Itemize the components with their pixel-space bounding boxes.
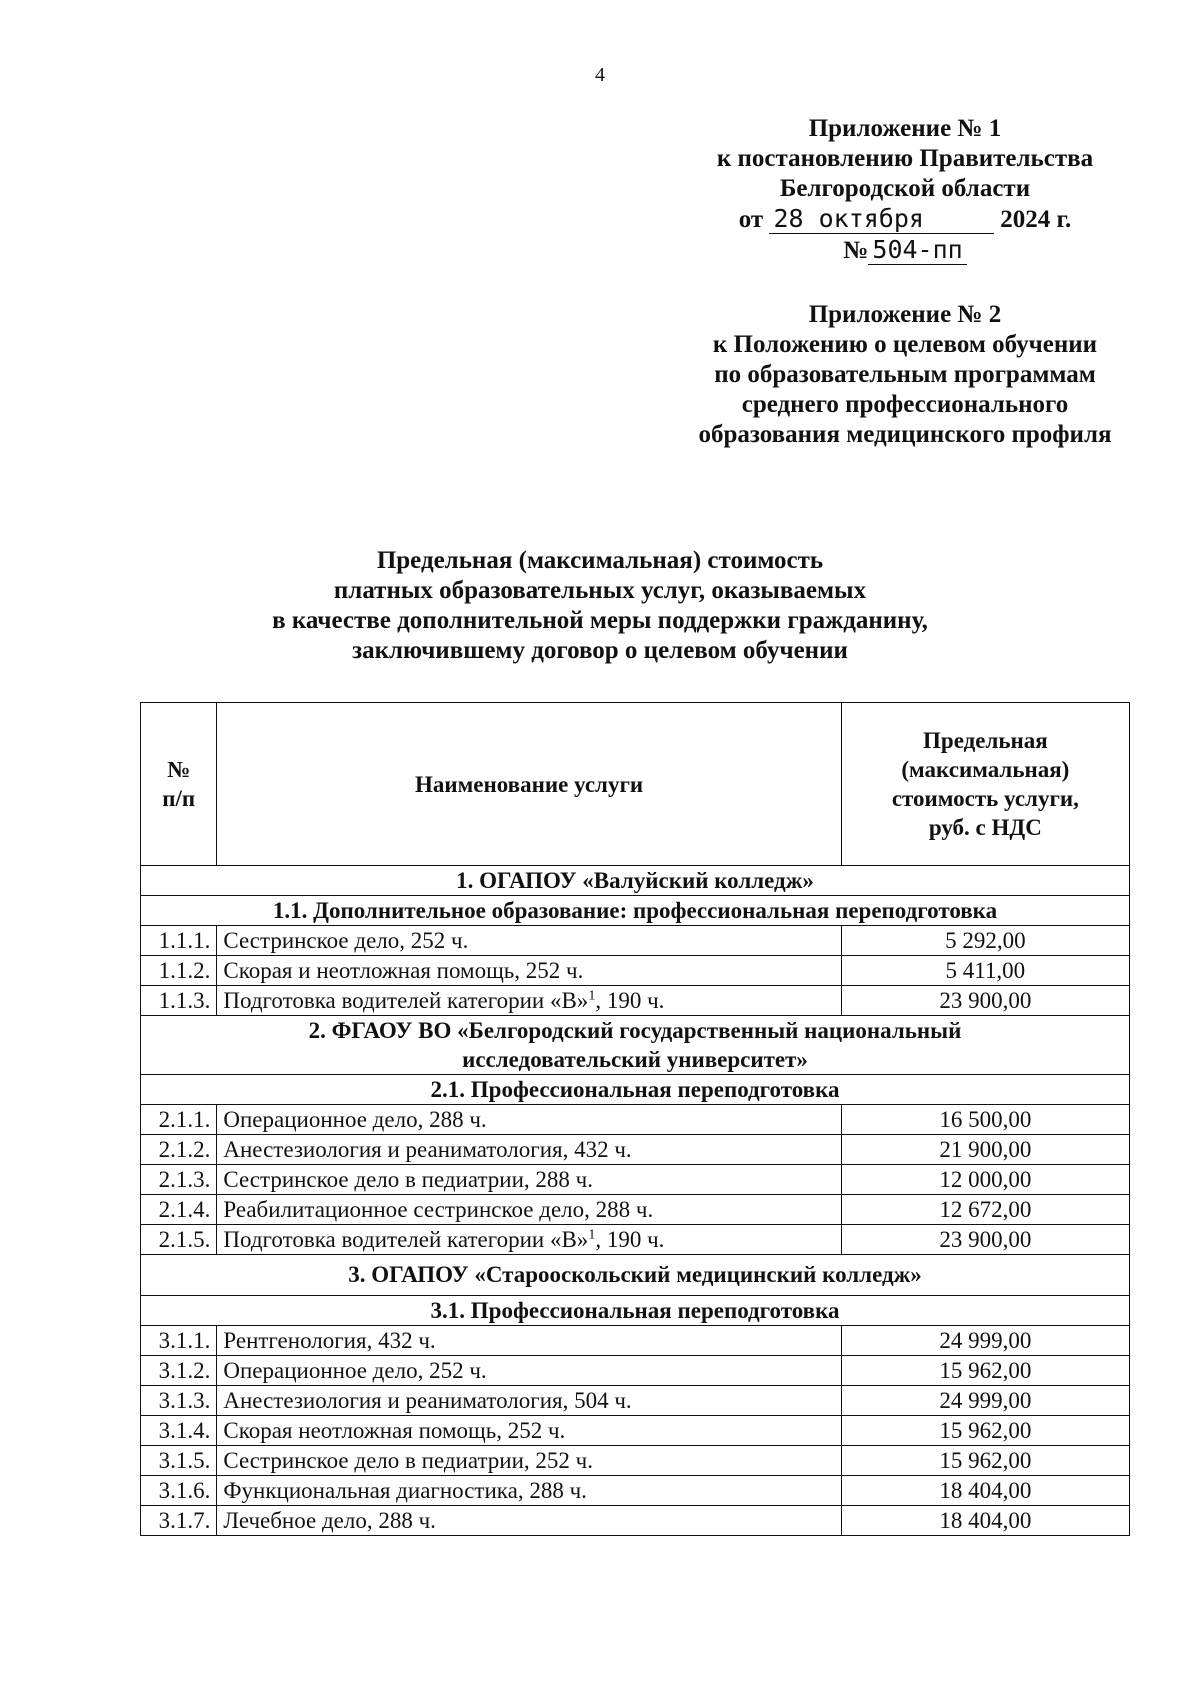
table-row xyxy=(141,1135,1130,1165)
appendix-2-line: среднего профессионального xyxy=(741,391,1069,418)
row-number: 3.1.7. xyxy=(141,1506,217,1536)
service-name-suffix: , 190 ч. xyxy=(595,1227,665,1252)
section-row xyxy=(141,1016,1130,1075)
table-row xyxy=(141,1446,1130,1476)
row-number: 2.1.4. xyxy=(141,1195,217,1225)
service-name xyxy=(217,1165,841,1195)
service-name xyxy=(217,956,841,986)
footnote-marker: 1 xyxy=(588,1227,596,1243)
services-table xyxy=(140,702,1130,1536)
appendix-1-number xyxy=(640,235,1170,266)
header-price-line: (максимальная) xyxy=(901,757,1070,782)
header-price xyxy=(841,703,1129,866)
service-name-text: Реабилитационное сестринское дело, 288 ч. xyxy=(223,1197,654,1222)
table-body xyxy=(141,866,1130,1536)
table-row xyxy=(141,1506,1130,1536)
service-name-text: Операционное дело, 252 ч. xyxy=(223,1358,487,1383)
row-number: 1.1.2. xyxy=(141,956,217,986)
service-price: 12 672,00 xyxy=(841,1195,1129,1225)
service-name xyxy=(217,1225,841,1255)
subsection-row xyxy=(141,896,1130,926)
service-price: 21 900,00 xyxy=(841,1135,1129,1165)
document-title-line: Предельная (максимальная) стоимость xyxy=(376,547,824,574)
service-name xyxy=(217,1356,841,1386)
section-row xyxy=(141,1255,1130,1296)
service-price: 5 292,00 xyxy=(841,926,1129,956)
number-value: 504-пп xyxy=(868,235,966,265)
service-price: 16 500,00 xyxy=(841,1105,1129,1135)
table-row xyxy=(141,1326,1130,1356)
appendix-2-title: Приложение № 2 xyxy=(808,301,1002,328)
service-price: 5 411,00 xyxy=(841,956,1129,986)
header-number-line: п/п xyxy=(162,786,196,811)
service-name-text: Операционное дело, 288 ч. xyxy=(223,1107,487,1132)
document-title-line: платных образовательных услуг, оказываемых xyxy=(333,577,867,604)
row-number: 3.1.3. xyxy=(141,1386,217,1416)
table-row xyxy=(141,1225,1130,1255)
appendix-1-date xyxy=(640,204,1170,235)
table-row xyxy=(141,1386,1130,1416)
table-header-row xyxy=(141,703,1130,866)
number-prefix: № xyxy=(843,237,869,264)
service-price: 18 404,00 xyxy=(841,1476,1129,1506)
row-number: 3.1.5. xyxy=(141,1446,217,1476)
section-title: 3. ОГАПОУ «Старооскольский медицинский колледж» xyxy=(141,1255,1130,1296)
row-number: 1.1.3. xyxy=(141,986,217,1016)
subsection-title: 3.1. Профессиональная переподготовка xyxy=(141,1296,1130,1326)
table-row xyxy=(141,926,1130,956)
section-row xyxy=(141,866,1130,896)
appendix-1-title: Приложение № 1 xyxy=(808,115,1002,142)
table-row xyxy=(141,1356,1130,1386)
table-row xyxy=(141,1416,1130,1446)
appendix-1-block xyxy=(640,114,1170,266)
service-name xyxy=(217,1135,841,1165)
service-name xyxy=(217,1326,841,1356)
date-suffix: 2024 г. xyxy=(1000,206,1072,233)
footnote-marker: 1 xyxy=(588,988,596,1004)
service-price: 15 962,00 xyxy=(841,1416,1129,1446)
appendix-1-line2: к постановлению Правительства xyxy=(716,145,1094,172)
row-number: 3.1.2. xyxy=(141,1356,217,1386)
service-name xyxy=(217,1446,841,1476)
date-prefix: от xyxy=(738,206,764,233)
service-name-text: Сестринское дело, 252 ч. xyxy=(223,928,469,953)
subsection-row xyxy=(141,1075,1130,1105)
service-name xyxy=(217,1506,841,1536)
service-name-text: Сестринское дело в педиатрии, 288 ч. xyxy=(223,1167,593,1192)
section-title: 1. ОГАПОУ «Валуйский колледж» xyxy=(141,866,1130,896)
service-name-text: Сестринское дело в педиатрии, 252 ч. xyxy=(223,1448,593,1473)
subsection-row xyxy=(141,1296,1130,1326)
service-name-text: Подготовка водителей категории «В» xyxy=(223,988,589,1013)
table-row xyxy=(141,1476,1130,1506)
section-title: 2. ФГАОУ ВО «Белгородский государственный национальный исследовательский университет» xyxy=(141,1016,1130,1075)
appendix-2-block xyxy=(640,300,1170,450)
service-name xyxy=(217,986,841,1016)
page-number: 4 xyxy=(595,64,605,86)
header-price-line: руб. с НДС xyxy=(928,815,1042,840)
row-number: 2.1.3. xyxy=(141,1165,217,1195)
service-name xyxy=(217,1386,841,1416)
date-value: 28 октября xyxy=(769,204,994,234)
service-price: 24 999,00 xyxy=(841,1326,1129,1356)
service-name-text: Функциональная диагностика, 288 ч. xyxy=(223,1478,587,1503)
row-number: 2.1.2. xyxy=(141,1135,217,1165)
header-service-name: Наименование услуги xyxy=(217,703,841,866)
row-number: 1.1.1. xyxy=(141,926,217,956)
document-title-line: в качестве дополнительной меры поддержки гражданину, xyxy=(272,607,928,634)
table-row xyxy=(141,1165,1130,1195)
service-price: 18 404,00 xyxy=(841,1506,1129,1536)
table-row xyxy=(141,1105,1130,1135)
row-number: 2.1.5. xyxy=(141,1225,217,1255)
service-name-text: Анестезиология и реаниматология, 432 ч. xyxy=(223,1137,632,1162)
table-row xyxy=(141,956,1130,986)
service-name-text: Подготовка водителей категории «В» xyxy=(223,1227,589,1252)
service-name-suffix: , 190 ч. xyxy=(595,988,665,1013)
appendix-2-line: образования медицинского профиля xyxy=(698,421,1112,448)
service-name xyxy=(217,1195,841,1225)
table-row xyxy=(141,986,1130,1016)
row-number: 3.1.4. xyxy=(141,1416,217,1446)
header-number xyxy=(141,703,217,866)
service-name-text: Рентгенология, 432 ч. xyxy=(223,1328,436,1353)
service-name-text: Скорая и неотложная помощь, 252 ч. xyxy=(223,958,584,983)
subsection-title: 1.1. Дополнительное образование: профессиональная переподготовка xyxy=(141,896,1130,926)
service-name-text: Лечебное дело, 288 ч. xyxy=(223,1508,436,1533)
row-number: 2.1.1. xyxy=(141,1105,217,1135)
service-price: 15 962,00 xyxy=(841,1446,1129,1476)
service-name-text: Анестезиология и реаниматология, 504 ч. xyxy=(223,1388,632,1413)
document-title-line: заключившему договор о целевом обучении xyxy=(352,637,848,664)
service-name xyxy=(217,1105,841,1135)
service-price: 23 900,00 xyxy=(841,1225,1129,1255)
document-title xyxy=(0,546,1200,666)
service-name xyxy=(217,1476,841,1506)
service-price: 24 999,00 xyxy=(841,1386,1129,1416)
header-number-line: № xyxy=(167,757,191,782)
row-number: 3.1.1. xyxy=(141,1326,217,1356)
service-name-text: Скорая неотложная помощь, 252 ч. xyxy=(223,1418,566,1443)
service-name xyxy=(217,926,841,956)
table-row xyxy=(141,1195,1130,1225)
appendix-2-line: к Положению о целевом обучении xyxy=(712,331,1098,358)
service-price: 23 900,00 xyxy=(841,986,1129,1016)
header-price-line: стоимость услуги, xyxy=(891,786,1079,811)
appendix-2-line: по образовательным программам xyxy=(714,361,1096,388)
service-name xyxy=(217,1416,841,1446)
appendix-1-line3: Белгородской области xyxy=(779,175,1031,202)
row-number: 3.1.6. xyxy=(141,1476,217,1506)
service-price: 15 962,00 xyxy=(841,1356,1129,1386)
header-price-line: Предельная xyxy=(923,728,1048,753)
service-price: 12 000,00 xyxy=(841,1165,1129,1195)
subsection-title: 2.1. Профессиональная переподготовка xyxy=(141,1075,1130,1105)
